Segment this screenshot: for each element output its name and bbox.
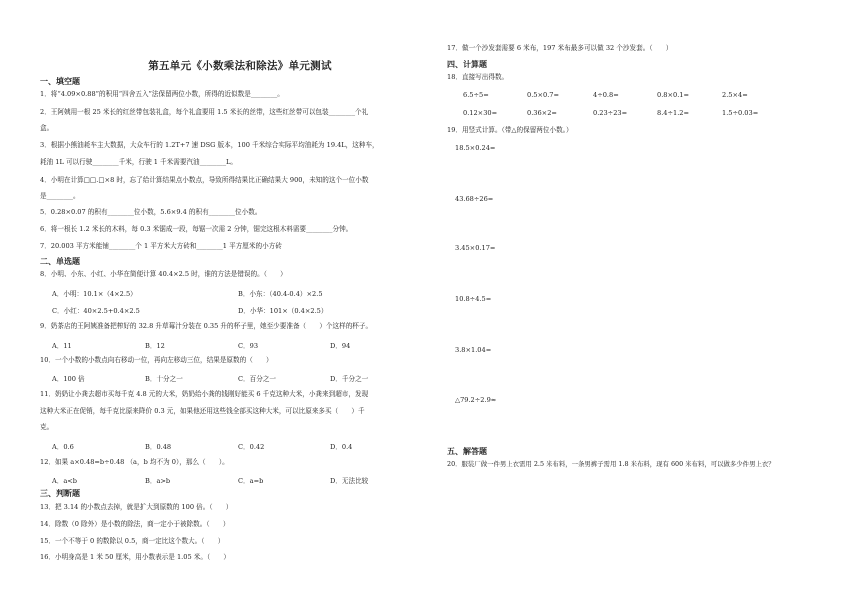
mental-math-item: 4÷0.8= xyxy=(593,91,619,99)
question-20: 20．服装厂做一件男上衣需用 2.5 米布料，一条男裤子需用 1.8 米布料，现有 600 米布料，可以做多少件男上衣？ xyxy=(447,460,775,468)
question-10-option-a: A．100 倍 xyxy=(52,375,85,383)
mental-math-item: 2.5×4= xyxy=(722,91,748,99)
question-3-line2: 耗油 1L 可以行驶________千米，行驶 1 千米需要汽油________L。 xyxy=(40,158,237,166)
question-11-line1: 11．奶奶让小龚去超市买每千克 4.8 元的大米，奶奶给小龚的钱刚好能买 6 千克这种大米，小龚来到超市，发现 xyxy=(40,390,369,398)
section-true-false: 三、判断题 xyxy=(40,488,80,498)
question-1: 1．将“4.09×0.88”的积用“四舍五入”法保留两位小数，所得的近似数是________。 xyxy=(40,90,284,98)
question-17: 17．做一个沙发套需要 6 米布，197 米布最多可以做 32 个沙发套。（ ） xyxy=(447,44,673,52)
question-11-option-b: B．0.48 xyxy=(145,443,172,451)
mental-math-item: 0.5×0.7= xyxy=(527,91,560,99)
question-19: 19．用竖式计算。（带△的保留两位小数。） xyxy=(447,126,573,134)
question-12: 12．如果 a×0.48=b÷0.48 （a，b 均不为 0），那么（ ）。 xyxy=(40,458,229,466)
section-word-problems: 五、解答题 xyxy=(447,446,487,456)
section-calculation: 四、计算题 xyxy=(447,59,487,69)
question-15: 15．一个不等于 0 的数除以 0.5，商一定比这个数大。（ ） xyxy=(40,537,225,545)
mental-math-item: 6.5÷5= xyxy=(463,91,489,99)
question-5: 5．0.28×0.07 的积有________位小数，5.6×9.4 的积有________位小数。 xyxy=(40,208,262,216)
question-7: 7．20.003 平方米能铺________个 1 平方米大方砖和________1 平方厘米的小方砖 xyxy=(40,242,282,250)
question-12-option-a: A．a<b xyxy=(52,477,78,485)
mental-math-item: 0.12×30= xyxy=(463,109,498,117)
question-9-option-a: A．11 xyxy=(52,342,72,350)
question-10-option-b: B．十分之一 xyxy=(145,375,183,383)
question-4-line2: 是________。 xyxy=(40,192,80,200)
question-9-option-b: B．12 xyxy=(145,342,165,350)
question-8-option-b: B．小东：（40.4-0.4）×2.5 xyxy=(238,290,323,298)
question-11-option-a: A．0.6 xyxy=(52,443,74,451)
question-9-option-d: D．94 xyxy=(330,342,351,350)
question-8-option-a: A．小明：10.1×（4×2.5） xyxy=(52,290,137,298)
question-9-option-c: C．93 xyxy=(238,342,259,350)
question-12-option-b: B．a>b xyxy=(145,477,171,485)
mental-math-item: 0.23÷23= xyxy=(593,109,628,117)
question-2-line2: 盒。 xyxy=(40,124,54,132)
mental-math-item: 1.5÷0.03= xyxy=(722,109,759,117)
question-12-option-c: C．a=b xyxy=(238,477,264,485)
question-12-option-d: D．无法比较 xyxy=(330,477,369,485)
question-3-line1: 3．根据小熊油耗车主大数据，大众车行的 1.2T+7 速 DSG 版本，100 千米综合实际平均油耗为 19.4L，这种车， xyxy=(40,141,379,149)
question-10: 10．一个小数的小数点向右移动一位，再向左移动三位，结果是原数的（ ） xyxy=(40,356,273,364)
vertical-calc-6: △79.2÷2.9≈ xyxy=(455,396,497,404)
mental-math-item: 0.36×2= xyxy=(527,109,557,117)
mental-math-item: 0.8×0.1= xyxy=(657,91,690,99)
question-4-line1: 4．小明在计算□□.□×8 时，忘了给计算结果点小数点，导致所得结果比正确结果大 900，未知的这个一位小数 xyxy=(40,176,369,184)
section-fill-blank: 一、填空题 xyxy=(40,76,80,86)
mental-math-row-2 xyxy=(463,109,833,119)
question-11-line2: 这种大米正在促销，每千克比原来降价 0.3 元，如果他还用这些钱全部买这种大米，可以比原来多买（ ）千 xyxy=(40,407,365,415)
section-single-choice: 二、单选题 xyxy=(40,256,80,266)
vertical-calc-2: 43.68÷26= xyxy=(455,195,494,203)
question-9: 9．奶茶店的王阿姨准备把榨好的 32.8 升草莓汁分装在 0.35 升的杯子里，她至少要准备（ ）个这样的杯子。 xyxy=(40,322,373,330)
question-11-option-c: C．0.42 xyxy=(238,443,265,451)
question-11-line3: 克。 xyxy=(40,423,54,431)
question-8: 8．小明、小东、小红、小华在简便计算 40.4×2.5 时，谁的方法是错误的。（ ） xyxy=(40,270,287,278)
page-title: 第五单元《小数乘法和除法》单元测试 xyxy=(148,60,332,72)
question-8-option-c: C．小红：40×2.5+0.4×2.5 xyxy=(52,307,140,315)
question-14: 14．除数（0 除外）是小数的除法，商一定小于被除数。（ ） xyxy=(40,520,230,528)
question-13: 13．把 3.14 的小数点去掉，就是扩大到原数的 100 倍。（ ） xyxy=(40,503,233,511)
vertical-calc-1: 18.5×0.24= xyxy=(455,144,496,152)
mental-math-row-1 xyxy=(463,91,833,101)
question-8-option-d: D．小华：101×（0.4×2.5） xyxy=(238,307,328,315)
mental-math-item: 8.4÷1.2= xyxy=(657,109,690,117)
question-16: 16．小明身高是 1 米 50 厘米，用小数表示是 1.05 米。（ ） xyxy=(40,553,230,561)
question-18: 18．直接写出得数。 xyxy=(447,73,509,81)
question-10-option-d: D．千分之一 xyxy=(330,375,369,383)
vertical-calc-3: 3.45×0.17= xyxy=(455,244,496,252)
vertical-calc-5: 3.8×1.04= xyxy=(455,346,492,354)
question-6: 6．将一根长 1.2 米长的木料，每 0.3 米锯成一段，每锯一次需 2 分钟，锯完这根木料需要________分钟。 xyxy=(40,225,353,233)
question-11-option-d: D．0.4 xyxy=(330,443,353,451)
question-2-line1: 2．王阿姨用一根 25 米长的红丝带包装礼盒，每个礼盒要用 1.5 米长的丝带，这些红丝带可以包装________个礼 xyxy=(40,108,369,116)
vertical-calc-4: 10.8÷4.5= xyxy=(455,295,492,303)
question-10-option-c: C．百分之一 xyxy=(238,375,277,383)
